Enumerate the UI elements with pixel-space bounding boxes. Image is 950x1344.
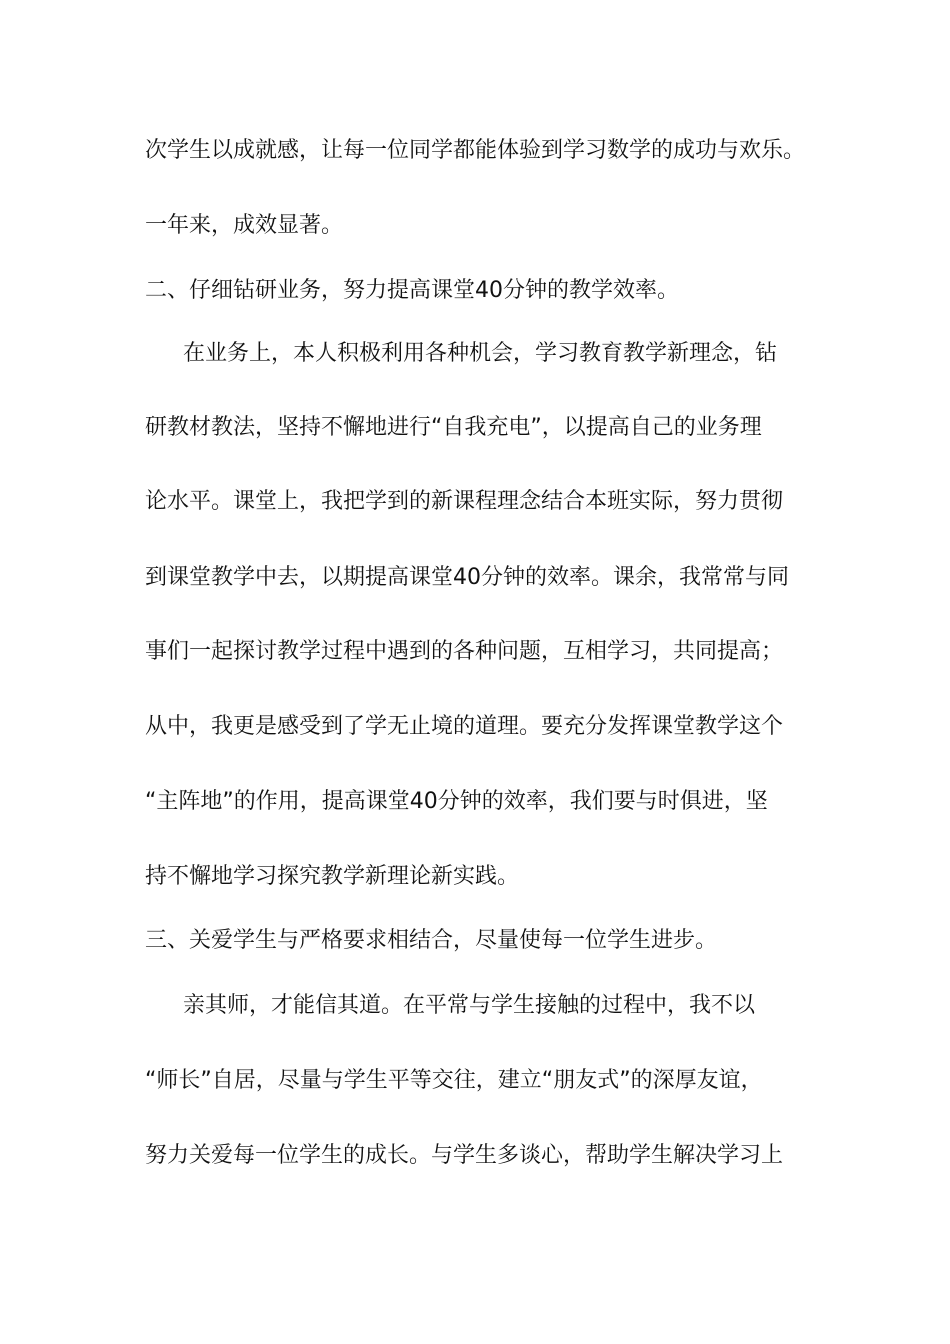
paragraph-line: 亲其师，才能信其道。在平常与学生接触的过程中，我不以 [183,993,756,1018]
paragraph-line: 持不懈地学习探究教学新理论新实践。 [145,864,520,889]
paragraph-line: 一年来，成效显著。 [145,213,344,238]
paragraph-line: 努力关爱每一位学生的成长。与学生多谈心，帮助学生解决学习上 [145,1143,784,1168]
section-heading: 三、关爱学生与严格要求相结合，尽量使每一位学生进步。 [145,928,718,953]
paragraph-line: “主阵地”的作用，提高课堂40分钟的效率，我们要与时俱进，坚 [145,789,768,814]
paragraph-line: “师长”自居，尽量与学生平等交往，建立“朋友式”的深厚友谊， [145,1068,763,1093]
paragraph-line: 次学生以成就感，让每一位同学都能体验到学习数学的成功与欢乐。 [145,138,806,163]
paragraph-line: 事们一起探讨教学过程中遇到的各种问题，互相学习，共同提高； [145,639,784,664]
paragraph-line: 在业务上，本人积极利用各种机会，学习教育教学新理念，钻 [183,341,778,366]
section-heading: 二、仔细钻研业务，努力提高课堂40分钟的教学效率。 [145,278,679,303]
paragraph-line: 从中，我更是感受到了学无止境的道理。要充分发挥课堂教学这个 [145,714,784,739]
paragraph-line: 到课堂教学中去，以期提高课堂40分钟的效率。课余，我常常与同 [145,565,789,590]
paragraph-line: 论水平。课堂上，我把学到的新课程理念结合本班实际，努力贯彻 [145,489,784,514]
paragraph-line: 研教材教法，坚持不懈地进行“自我充电”，以提高自己的业务理 [145,415,762,440]
